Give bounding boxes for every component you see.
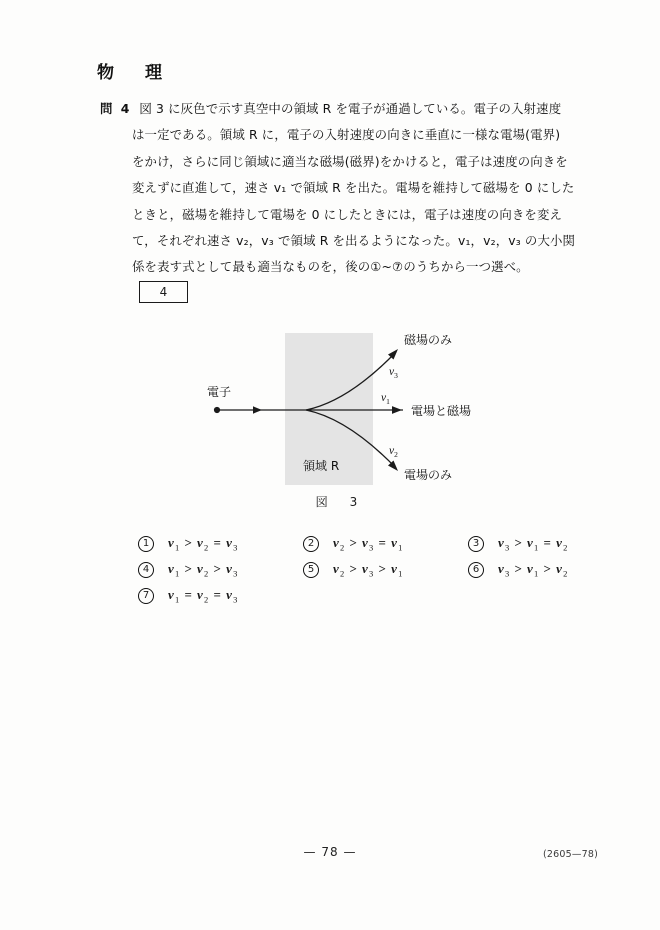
velocity-label-v3: $v_3$: [389, 366, 398, 380]
question-line-3: をかけ，さらに同じ領域に適当な磁場(磁界)をかけると，電子は速度の向きを: [132, 153, 568, 169]
velocity-label-v2: $v_2$: [389, 445, 398, 459]
option-3-number: 3: [468, 536, 484, 552]
option-6-number: 6: [468, 562, 484, 578]
option-6-expression: $v_3 > v_1 > v_2$: [498, 561, 569, 579]
form-code: (2605—78): [543, 849, 598, 860]
arrow-both-fields-icon: [392, 406, 402, 414]
field-label-electric-only: 電場のみ: [404, 468, 453, 482]
question-line-4: 変えずに直進して，速さ v₁ で領域 R を出た。電場を維持して磁場を 0 にした: [132, 180, 575, 196]
field-label-both-fields: 電場と磁場: [411, 404, 472, 418]
option-4-expression: $v_1 > v_2 > v_3$: [168, 561, 239, 579]
incoming-arrow-icon: [253, 406, 262, 413]
region-r-label: 領域 R: [303, 459, 340, 473]
options-row-1: [138, 531, 568, 557]
answer-box-number: 4: [159, 285, 168, 299]
question-line-5: ときと，磁場を維持して電場を 0 にしたときには，電子は速度の向きを変え: [132, 206, 563, 222]
option-5-expression: $v_2 > v_3 > v_1$: [333, 561, 404, 579]
options-list: [138, 531, 568, 609]
option-7-expression: $v_1 = v_2 = v_3$: [168, 587, 239, 605]
option-4-number: 4: [138, 562, 154, 578]
option-1-number: 1: [138, 536, 154, 552]
figure-3: [0, 322, 660, 522]
question-line-7: 係を表す式として最も適当なものを，後の①~⑦のうちから一つ選べ。: [132, 259, 529, 275]
answer-box[interactable]: [139, 281, 188, 303]
options-row-2: [138, 557, 568, 583]
question-number: 問 4: [100, 101, 132, 116]
question-line-2: は一定である。領域 R に，電子の入射速度の向きに垂直に一様な電場(電界): [132, 127, 561, 143]
option-5[interactable]: [303, 561, 468, 579]
question-line-1: [100, 96, 578, 122]
option-5-number: 5: [303, 562, 319, 578]
question-block: [100, 96, 578, 281]
option-3-expression: $v_3 > v_1 = v_2$: [498, 535, 569, 553]
option-6[interactable]: [468, 561, 568, 579]
figure-caption: 図 3: [315, 495, 363, 509]
option-1[interactable]: [138, 535, 303, 553]
velocity-label-v1: $v_1$: [381, 392, 390, 406]
field-label-magnetic-only: 磁場のみ: [404, 333, 453, 347]
option-3[interactable]: [468, 535, 568, 553]
option-4[interactable]: [138, 561, 303, 579]
question-line-text: 図 3 に灰色で示す真空中の領域 R を電子が通過している。電子の入射速度: [139, 101, 562, 116]
option-2[interactable]: [303, 535, 468, 553]
options-row-3: [138, 583, 568, 609]
question-line-6: て，それぞれ速さ v₂，v₃ で領域 R を出るようになった。v₁，v₂，v₃ の大小関: [132, 233, 576, 249]
option-2-expression: $v_2 > v_3 = v_1$: [333, 535, 404, 553]
option-1-expression: $v_1 > v_2 = v_3$: [168, 535, 239, 553]
electron-source-dot: [214, 407, 220, 413]
electron-label: 電子: [207, 385, 232, 399]
figure-svg: [0, 322, 660, 522]
subject-title: 物 理: [97, 63, 169, 83]
page-number: — 78 —: [303, 845, 357, 859]
option-7-number: 7: [138, 588, 154, 604]
option-7[interactable]: [138, 587, 303, 605]
option-2-number: 2: [303, 536, 319, 552]
